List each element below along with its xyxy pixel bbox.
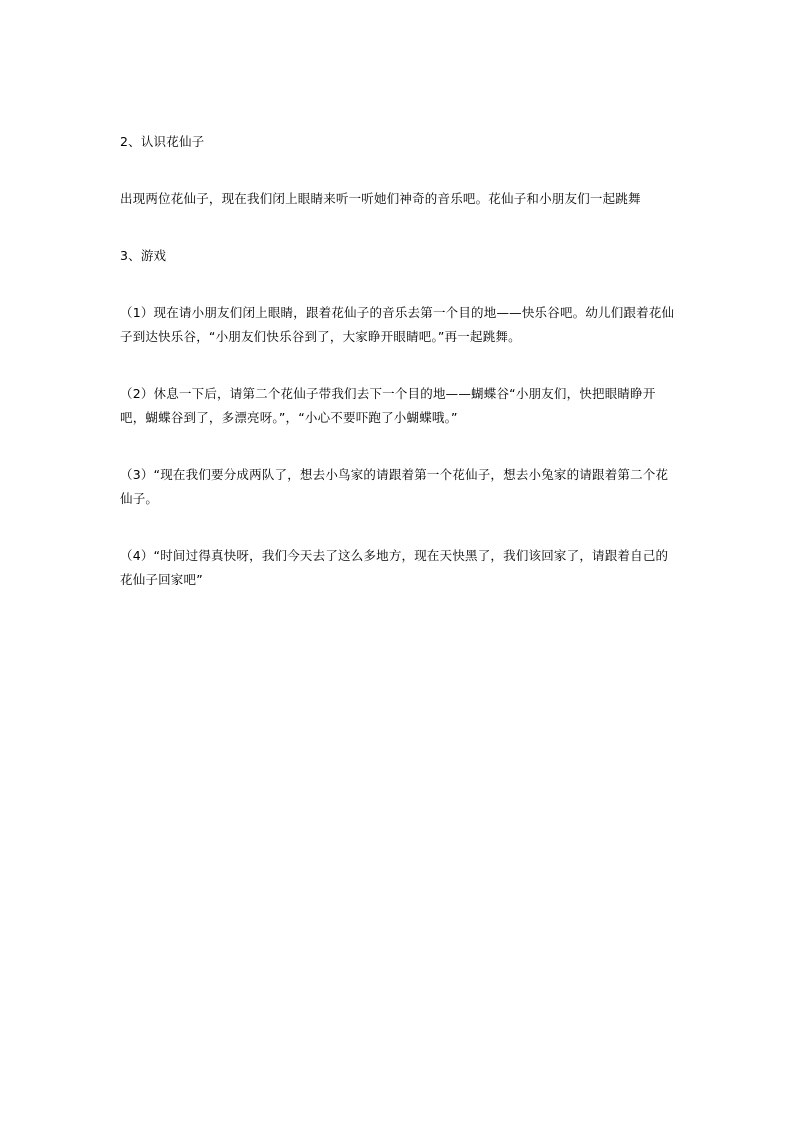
game-step-1: （1）现在请小朋友们闭上眼睛，跟着花仙子的音乐去第一个目的地——快乐谷吧。幼儿们跟着花仙子到达快乐谷，“小朋友们快乐谷到了，大家睁开眼睛吧。”再一起跳舞。 [120, 305, 675, 344]
document-content [120, 130, 676, 592]
game-step-3: （3）“现在我们要分成两队了，想去小鸟家的请跟着第一个花仙子，想去小兔家的请跟着第二个花仙子。 [120, 467, 669, 506]
section-3-heading: 3、游戏 [120, 248, 167, 263]
section-2-body: 出现两位花仙子，现在我们闭上眼睛来听一听她们神奇的音乐吧。花仙子和小朋友们一起跳舞 [120, 191, 641, 206]
section-2-heading: 2、认识花仙子 [120, 134, 205, 149]
game-step-4: （4）“时间过得真快呀，我们今天去了这么多地方，现在天快黑了，我们该回家了，请跟着自己的花仙子回家吧” [120, 548, 669, 587]
game-step-2: （2）休息一下后，请第二个花仙子带我们去下一个目的地——蝴蝶谷“小朋友们，快把眼睛睁开吧，蝴蝶谷到了，多漂亮呀。”，“小心不要吓跑了小蝴蝶哦。” [120, 386, 656, 425]
